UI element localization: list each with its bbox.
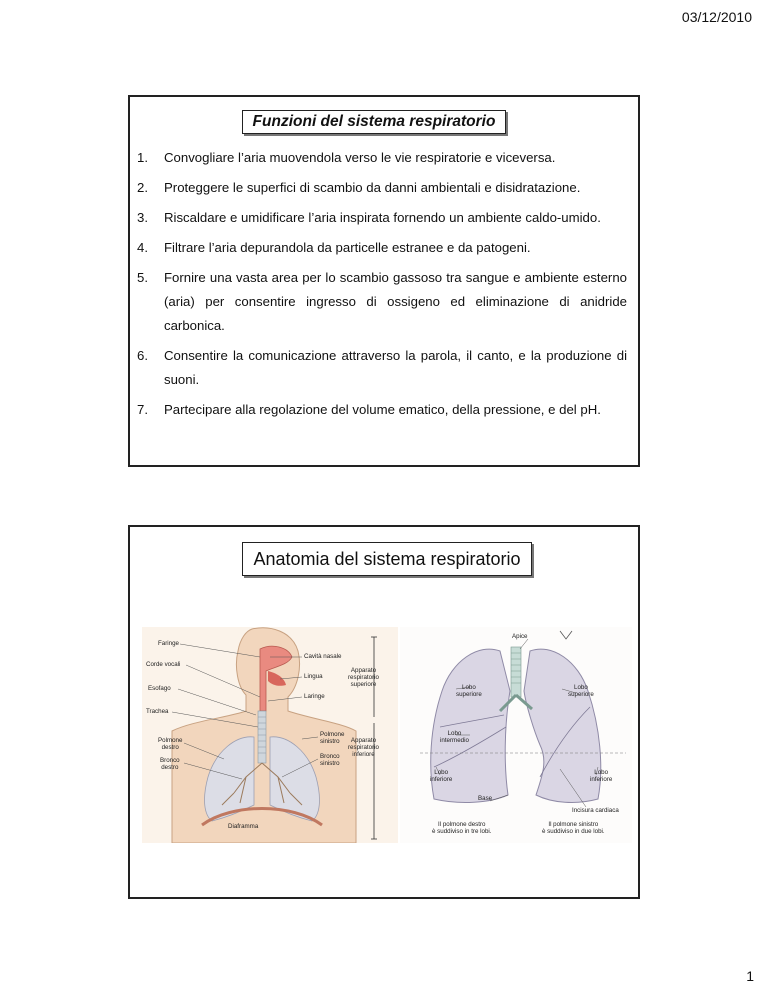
caption-left-lung: Il polmone sinistro è suddiviso in due lobi. (542, 821, 605, 835)
label-apice: Apice (512, 633, 528, 640)
label-bronco-sinistro: Bronco sinistro (320, 753, 340, 767)
label-lobo-inferiore-sinistro: Lobo inferiore (590, 769, 613, 783)
caption-right-lung: Il polmone destro è suddiviso in tre lobi. (432, 821, 492, 835)
label-diaframma: Diaframma (228, 823, 259, 830)
label-cavita-nasale: Cavità nasale (304, 653, 342, 660)
slide-functions (128, 95, 640, 467)
label-lobo-superiore-sinistro: Lobo superiore (568, 684, 594, 698)
label-base: Base (478, 795, 493, 802)
label-lingua: Lingua (304, 673, 323, 680)
item-number: 1. (137, 150, 148, 165)
list-item (137, 236, 627, 260)
page-number: 1 (746, 968, 754, 984)
label-esofago: Esofago (148, 685, 171, 692)
label-lobo-inferiore-destro: Lobo inferiore (430, 769, 453, 783)
label-faringe: Faringe (158, 640, 179, 647)
slide-title: Anatomia del sistema respiratorio (242, 542, 532, 576)
item-number: 7. (137, 402, 148, 417)
item-number: 3. (137, 210, 148, 225)
item-text: Partecipare alla regolazione del volume ematico, della pressione, e del pH. (164, 402, 601, 417)
item-text: Filtrare l’aria depurandola da particelle estranee e da patogeni. (164, 240, 531, 255)
torso-drawing (142, 627, 398, 843)
label-apparato-inferiore: Apparato respiratorio inferiore (348, 737, 379, 758)
item-number: 4. (137, 240, 148, 255)
item-number: 6. (137, 348, 148, 363)
list-item (137, 344, 627, 392)
list-item (137, 206, 627, 230)
label-corde-vocali: Corde vocali (146, 661, 181, 668)
page-date: 03/12/2010 (681, 9, 752, 25)
label-lobo-intermedio: Lobo intermedio (440, 730, 469, 744)
label-trachea: Trachea (146, 708, 169, 715)
label-apparato-superiore: Apparato respiratorio superiore (348, 667, 379, 688)
item-text: Proteggere le superfici di scambio da danni ambientali e disidratazione. (164, 180, 581, 195)
item-text: Consentire la comunicazione attraverso la parola, il canto, e la produzione di suoni. (164, 348, 627, 387)
functions-list (137, 146, 627, 428)
respiratory-system-illustration (142, 627, 398, 843)
label-polmone-destro: Polmone destro (158, 737, 183, 751)
item-text: Fornire una vasta area per lo scambio gassoso tra sangue e ambiente esterno (aria) per consentire ingresso di ossigeno ed eliminazione di anidride carbonica. (164, 270, 627, 333)
list-item (137, 266, 627, 338)
label-polmone-sinistro: Polmone sinistro (320, 731, 345, 745)
item-text: Riscaldare e umidificare l’aria inspirata fornendo un ambiente caldo-umido. (164, 210, 601, 225)
list-item (137, 176, 627, 200)
label-lobo-superiore-destro: Lobo superiore (456, 684, 482, 698)
slide-anatomy (128, 525, 640, 899)
list-item (137, 398, 627, 422)
lungs-illustration (400, 627, 632, 843)
item-text: Convogliare l’aria muovendola verso le vie respiratorie e viceversa. (164, 150, 556, 165)
list-item (137, 146, 627, 170)
label-bronco-destro: Bronco destro (160, 757, 180, 771)
item-number: 2. (137, 180, 148, 195)
label-incisura-cardiaca: Incisura cardiaca (572, 807, 619, 814)
label-laringe: Laringe (304, 693, 325, 700)
item-number: 5. (137, 270, 148, 285)
slide-title: Funzioni del sistema respiratorio (242, 110, 506, 134)
